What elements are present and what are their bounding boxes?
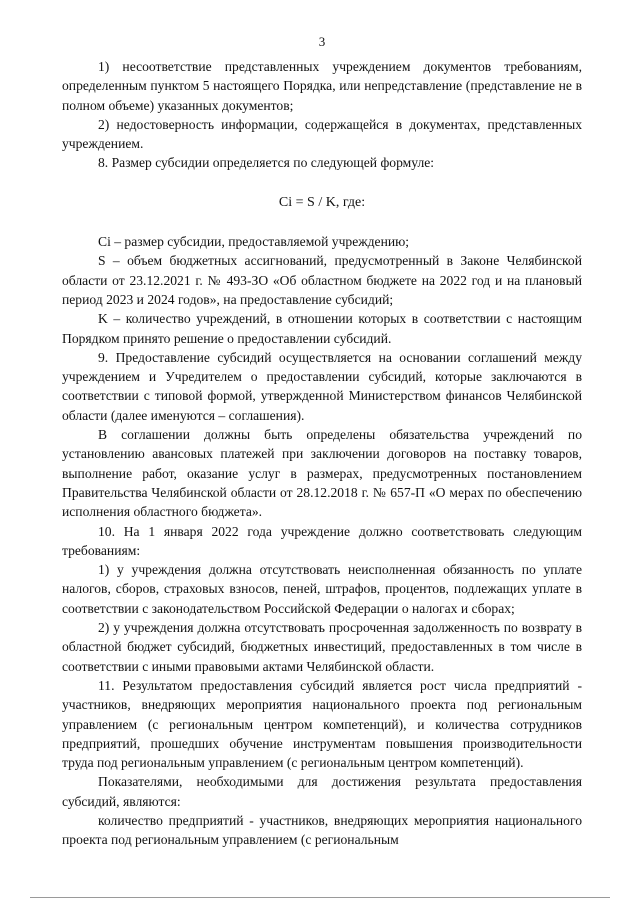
paragraph-9: 9. Предоставление субсидий осуществляется на основании соглашений между учреждением и Учредителем о предоставлении субсидий, которые заключаются в соответствии с типовой формой, утвержденной Министерством финансов Челябинской области (далее именуются – соглашения). (62, 349, 582, 423)
bottom-edge-line (30, 897, 610, 898)
paragraph-10: 10. На 1 января 2022 года учреждение должно соответствовать следующим требованиям: (62, 523, 582, 558)
paragraph-10-2: 2) у учреждения должна отсутствовать просроченная задолженность по возврату в областной бюджет субсидий, бюджетных инвестиций, предоставленных в том числе в соответствии с иными правовыми актами Челябинской области. (62, 620, 582, 674)
paragraph-9-agreement: В соглашении должны быть определены обязательства учреждений по установлению авансовых платежей при заключении договоров на поставку товаров, выполнение работ, оказание услуг в размерах, предусмотренных постановлением Правительства Челябинской области от 28.12.2018 г. № 657-П «О мерах по обеспечению исполнения областного бюджета». (62, 427, 582, 520)
paragraph-7-2: 2) недостоверность информации, содержащейся в документах, представленных учреждением. (62, 116, 582, 152)
page-number: 3 (318, 34, 326, 49)
paragraph-indicators: Показателями, необходимыми для достижения результата предоставления субсидий, являются: (62, 774, 582, 809)
document-page (62, 0, 582, 905)
paragraph-8: 8. Размер субсидии определяется по следующей формуле: (98, 155, 435, 171)
paragraph-7-1: 1) несоответствие представленных учреждением документов требованиям, определенным пунктом 5 настоящего Порядка, или непредставление (представление не в полном объеме) указанных документов; (62, 59, 582, 113)
subsidy-formula: Ci = S / K, где: (278, 194, 366, 210)
definition-k: K – количество учреждений, в отношении которых в соответствии с настоящим Порядком принято решение о предоставлении субсидий. (62, 311, 582, 346)
document-body (62, 57, 582, 850)
definition-s: S – объем бюджетных ассигнований, предусмотренный в Законе Челябинской области от 23.12.2021 г. № 493-ЗО «Об областном бюджете на 2022 год и на плановый период 2023 и 2024 годов», на предоставление субсидий; (62, 253, 582, 307)
paragraph-11: 11. Результатом предоставления субсидий является рост числа предприятий - участников, внедряющих мероприятия национального проекта под региональным управлением (с региональным центром компетенций), и количества сотрудников предприятий, прошедших обучение инструментам повышения производительности труда под региональным управлением (с региональным центром компетенций). (62, 677, 582, 771)
paragraph-10-1: 1) у учреждения должна отсутствовать неисполненная обязанность по уплате налогов, сборов, страховых взносов, пеней, штрафов, процентов, подлежащих уплате в соответствии с законодательством Российской Федерации о налогах и сборах; (62, 562, 582, 616)
paragraph-indicator-1: количество предприятий - участников, внедряющих мероприятия национального проекта под региональным управлением (с региональным (62, 812, 582, 848)
definition-ci: Ci – размер субсидии, предоставляемой учреждению; (98, 234, 410, 250)
